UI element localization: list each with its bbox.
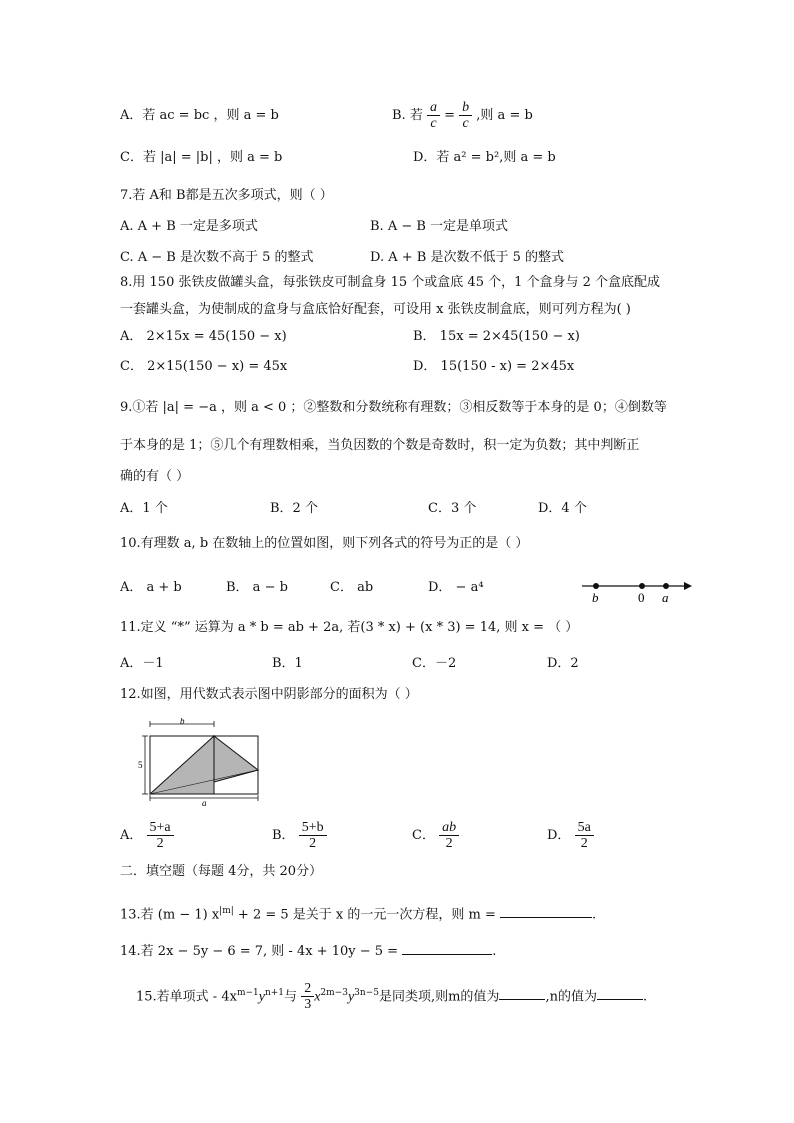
q13-answer-blank[interactable] [500, 917, 592, 918]
q6-option-b-pre: B. 若 [392, 108, 423, 123]
q12-b-fraction: $\frac{5+b}{2}$ [299, 820, 327, 851]
point-zero [639, 583, 645, 589]
q12-option-b: B． $\frac{5+b}{2}$ [272, 816, 327, 856]
q10-option-b: B． a − b [226, 580, 288, 595]
q9-option-a: A．1 个 [120, 501, 168, 516]
q15-m-answer-blank[interactable] [499, 999, 545, 1000]
q7-option-a: A. A + B 一定是多项式 [120, 219, 258, 234]
q13-line: 13.若 (m − 1) $x^{|m|} + 2 = 5$ 是关于 x 的一元一次方程，则 m = . [120, 906, 597, 923]
q8-option-b: B． 15x = 2×45(150 − x) [413, 329, 580, 344]
fig-label-a: a [202, 798, 207, 806]
q9-option-c: C．3 个 [428, 501, 477, 516]
q10-option-c: C． ab [330, 580, 374, 595]
axis-label-b: b [592, 590, 599, 605]
q6-frac-b-over-c: $\frac{b}{c}$ [459, 100, 472, 131]
q9-option-b: B．2 个 [270, 501, 318, 516]
q15-line: 15.若单项式 - $4x^{m-1}y^{n+1}$与 $\frac{2}{3}$ $x^{2m-3}y^{3n-5}$是同类项,则m的值为 ,n的值为 . [136, 981, 648, 1013]
q12-stem: 12.如图，用代数式表示图中阴影部分的面积为（ ） [120, 687, 418, 702]
point-b [593, 583, 599, 589]
q6-equals: = [444, 108, 456, 123]
q10-number-line [580, 576, 700, 606]
q12-option-c: C． $\frac{ab}{2}$ [412, 816, 459, 856]
q9-line2: 于本身的是 1；⑤几个有理数相乘，当负因数的个数是奇数时，积一定为负数；其中判断正 [120, 438, 640, 453]
q12-c-fraction: $\frac{ab}{2}$ [439, 820, 459, 851]
q10-option-a: A． a + b [120, 580, 182, 595]
q10-option-d: D． − a⁴ [428, 580, 484, 595]
q8-stem-line2: 一套罐头盒，为使制成的盒身与盒底恰好配套，可设用 x 张铁皮制盒底，则可列方程为( ) [120, 302, 631, 317]
axis-label-zero: 0 [638, 590, 645, 605]
q8-option-a: A． 2×15x = 45(150 − x) [120, 329, 287, 344]
q10-stem: 10.有理数 a, b 在数轴上的位置如图，则下列各式的符号为正的是（ ） [120, 536, 529, 551]
q7-option-b: B. A − B 一定是单项式 [370, 219, 509, 234]
q6-option-b [392, 97, 533, 135]
q8-stem-line1: 8.用 150 张铁皮做罐头盒，每张铁皮可制盒身 15 个或盒底 45 个，1 个盒身与 2 个盒底配成 [120, 275, 661, 290]
q12-option-a: A． $\frac{5+a}{2}$ [120, 816, 174, 856]
q11-option-b: B．1 [272, 656, 303, 671]
axis-label-a: a [662, 590, 669, 605]
q8-option-d: D． 15(150 - x) = 2×45x [413, 359, 575, 374]
q9-option-d: D．4 个 [538, 501, 587, 516]
q15-fraction-two-thirds: $\frac{2}{3}$ [301, 981, 314, 1012]
section-heading-fill-in: 二．填空题（每题 4分，共 20分） [120, 864, 323, 879]
q14-answer-blank[interactable] [402, 954, 492, 955]
q14-line: 14.若 2x − 5y − 6 = 7, 则 - 4x + 10y − 5 = . [120, 944, 497, 959]
q6-frac-a-over-c: $\frac{a}{c}$ [427, 100, 440, 131]
fig-label-b: b [180, 718, 185, 726]
q9-line3: 确的有（ ） [120, 469, 190, 484]
q6-option-c: C．若 |a| = |b| ，则 a = b [120, 150, 283, 165]
q7-stem: 7.若 A和 B都是五次多项式，则（ ） [120, 188, 333, 203]
q7-option-c: C. A − B 是次数不高于 5 的整式 [120, 250, 314, 265]
q12-option-d: D． $\frac{5a}{2}$ [547, 816, 594, 856]
fig-label-5: 5 [138, 760, 143, 770]
q11-stem: 11.定义 “*” 运算为 a * b = ab + 2a, 若(3 * x) + (x * 3) = 14, 则 x = （ ） [120, 620, 579, 635]
point-a [663, 583, 669, 589]
q15-n-answer-blank[interactable] [597, 999, 643, 1000]
q6-option-d: D．若 a² = b²,则 a = b [413, 150, 556, 165]
q7-option-d: D. A + B 是次数不低于 5 的整式 [370, 250, 564, 265]
q8-option-c: C． 2×15(150 − x) = 45x [120, 359, 288, 374]
q11-option-c: C．－2 [412, 656, 457, 671]
q11-option-d: D．2 [547, 656, 579, 671]
q9-line1: 9.①若 |a| = −a ，则 a < 0 ；②整数和分数统称有理数；③相反数等于本身的是 0；④倒数等 [120, 400, 667, 415]
q12-a-fraction: $\frac{5+a}{2}$ [147, 820, 174, 851]
q12-figure [136, 718, 268, 806]
q6-option-a: A．若 ac = bc ，则 a = b [120, 108, 279, 123]
arrow-right-icon [684, 582, 692, 590]
q12-d-fraction: $\frac{5a}{2}$ [575, 820, 594, 851]
q6-option-b-post: ,则 a = b [476, 108, 533, 123]
q11-option-a: A．－1 [120, 656, 164, 671]
